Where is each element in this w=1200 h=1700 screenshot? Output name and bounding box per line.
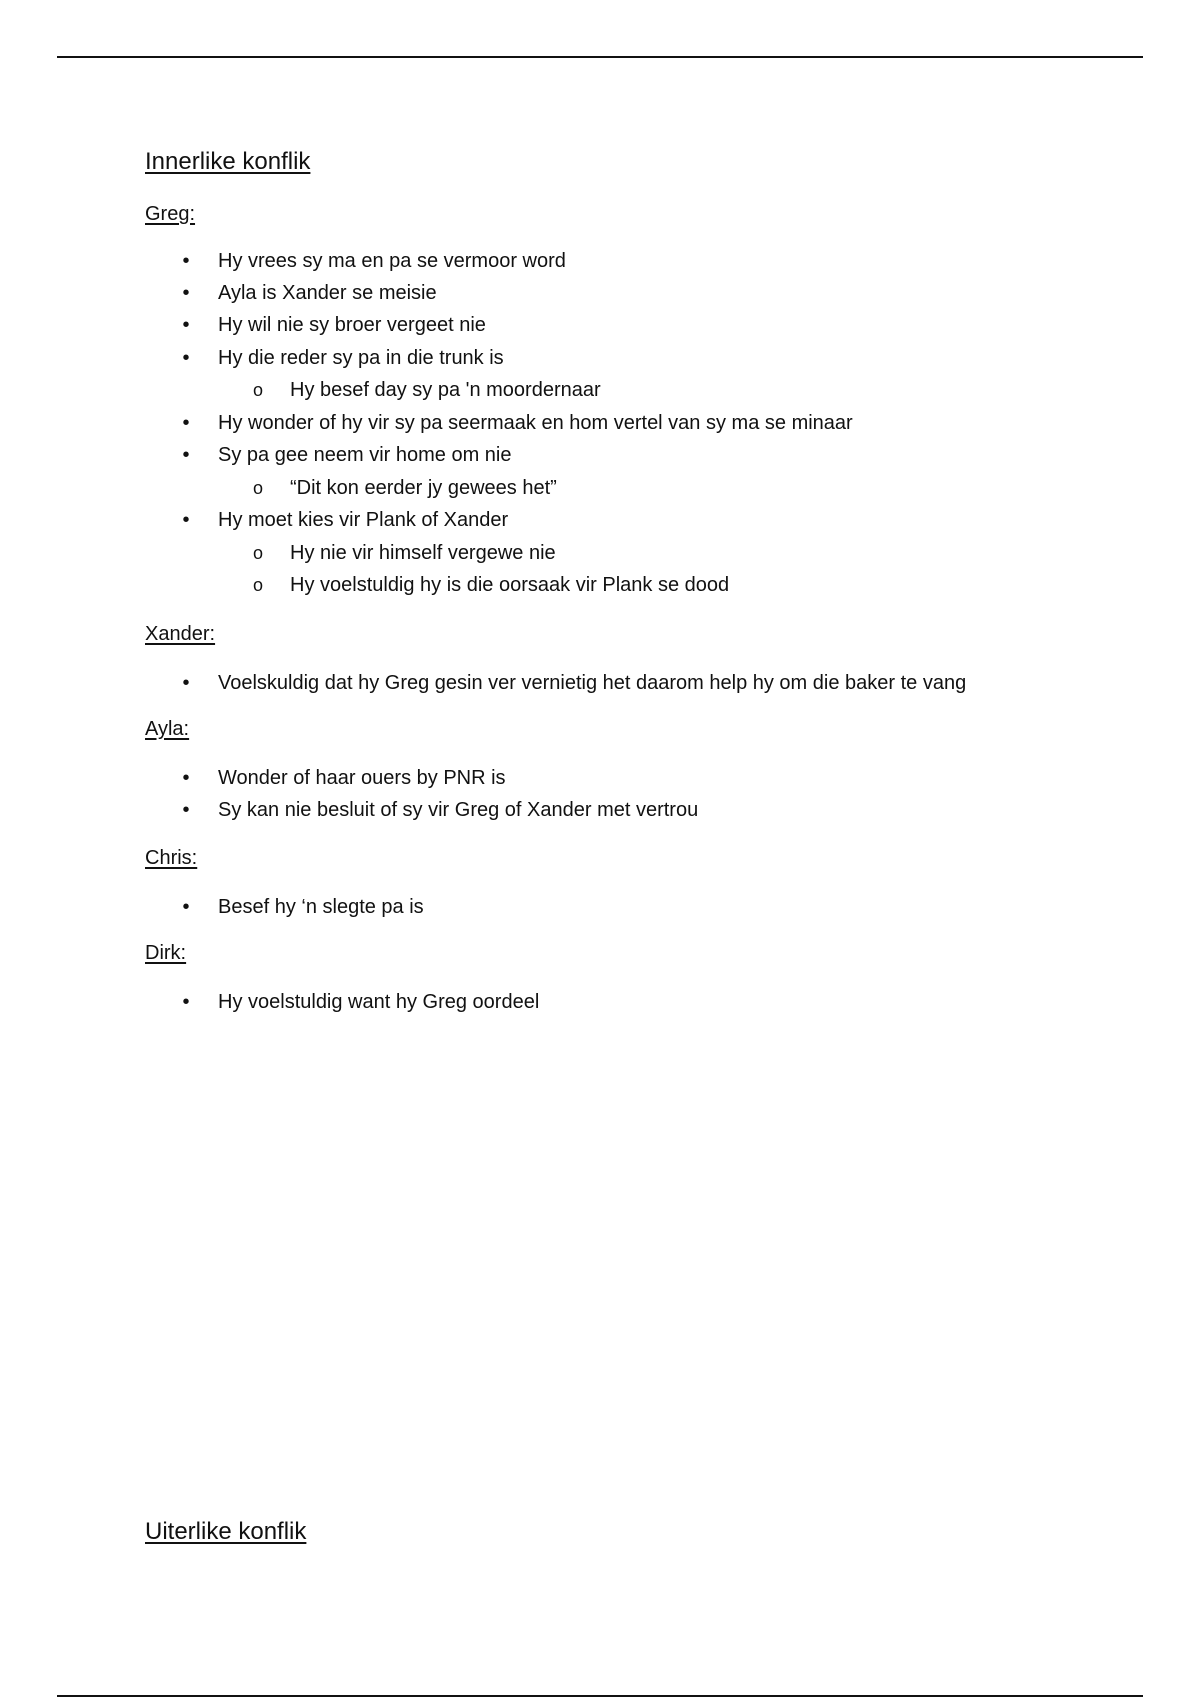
list-item-text: “Dit kon eerder jy gewees het”	[290, 477, 557, 499]
list-item	[182, 671, 967, 695]
sub-list-item	[252, 476, 557, 500]
list-item-text: Voelskuldig dat hy Greg gesin ver vernietig het daarom help hy om die baker te vang	[218, 672, 967, 694]
bullet-icon: •	[182, 314, 190, 336]
xander-label: Xander:	[145, 623, 216, 645]
bottom-rule	[57, 1695, 1143, 1697]
sub-list-item	[252, 573, 730, 597]
list-item-text: Ayla is Xander se meisie	[218, 282, 437, 304]
bullet-icon: •	[182, 799, 190, 821]
sub-list-item	[252, 378, 601, 402]
list-item-text: Wonder of haar ouers by PNR is	[218, 767, 506, 789]
bullet-icon: •	[182, 444, 190, 466]
bullet-icon: •	[182, 509, 190, 531]
inner-conflict-heading: Innerlike konflik	[145, 148, 311, 175]
top-rule	[57, 56, 1143, 58]
list-item-text: Hy voelstuldig hy is die oorsaak vir Plank se dood	[290, 574, 730, 596]
list-item-text: Sy pa gee neem vir home om nie	[218, 444, 512, 466]
list-item-text: Hy nie vir himself vergewe nie	[290, 542, 556, 564]
list-item	[182, 281, 437, 305]
bullet-icon: •	[182, 282, 190, 304]
list-item	[182, 798, 699, 822]
bullet-icon: •	[182, 767, 190, 789]
ayla-label: Ayla:	[145, 718, 190, 740]
list-item-text: Hy voelstuldig want hy Greg oordeel	[218, 991, 540, 1013]
bullet-icon: •	[182, 250, 190, 272]
list-item	[182, 766, 506, 790]
list-item	[182, 443, 512, 467]
list-item	[182, 508, 509, 532]
hollow-bullet-icon: o	[252, 543, 263, 563]
hollow-bullet-icon: o	[252, 478, 263, 498]
chris-label: Chris:	[145, 847, 198, 869]
list-item-text: Hy besef day sy pa 'n moordernaar	[290, 379, 601, 401]
hollow-bullet-icon: o	[252, 575, 263, 595]
dirk-label: Dirk:	[145, 942, 187, 964]
list-item	[182, 411, 853, 435]
list-item	[182, 313, 486, 337]
bullet-icon: •	[182, 896, 190, 918]
bullet-icon: •	[182, 991, 190, 1013]
list-item	[182, 990, 540, 1014]
list-item	[182, 895, 424, 919]
list-item-text: Hy wonder of hy vir sy pa seermaak en hom vertel van sy ma se minaar	[218, 412, 853, 434]
list-item	[182, 249, 566, 273]
list-item-text: Hy vrees sy ma en pa se vermoor word	[218, 250, 566, 272]
list-item	[182, 346, 504, 370]
bullet-icon: •	[182, 412, 190, 434]
greg-label: Greg:	[145, 203, 196, 225]
hollow-bullet-icon: o	[252, 380, 263, 400]
list-item-text: Hy wil nie sy broer vergeet nie	[218, 314, 486, 336]
list-item-text: Hy die reder sy pa in die trunk is	[218, 347, 504, 369]
bullet-icon: •	[182, 672, 190, 694]
outer-conflict-heading: Uiterlike konflik	[145, 1518, 307, 1545]
list-item-text: Sy kan nie besluit of sy vir Greg of Xander met vertrou	[218, 799, 699, 821]
list-item-text: Besef hy ‘n slegte pa is	[218, 896, 424, 918]
list-item-text: Hy moet kies vir Plank of Xander	[218, 509, 509, 531]
sub-list-item	[252, 541, 556, 565]
bullet-icon: •	[182, 347, 190, 369]
